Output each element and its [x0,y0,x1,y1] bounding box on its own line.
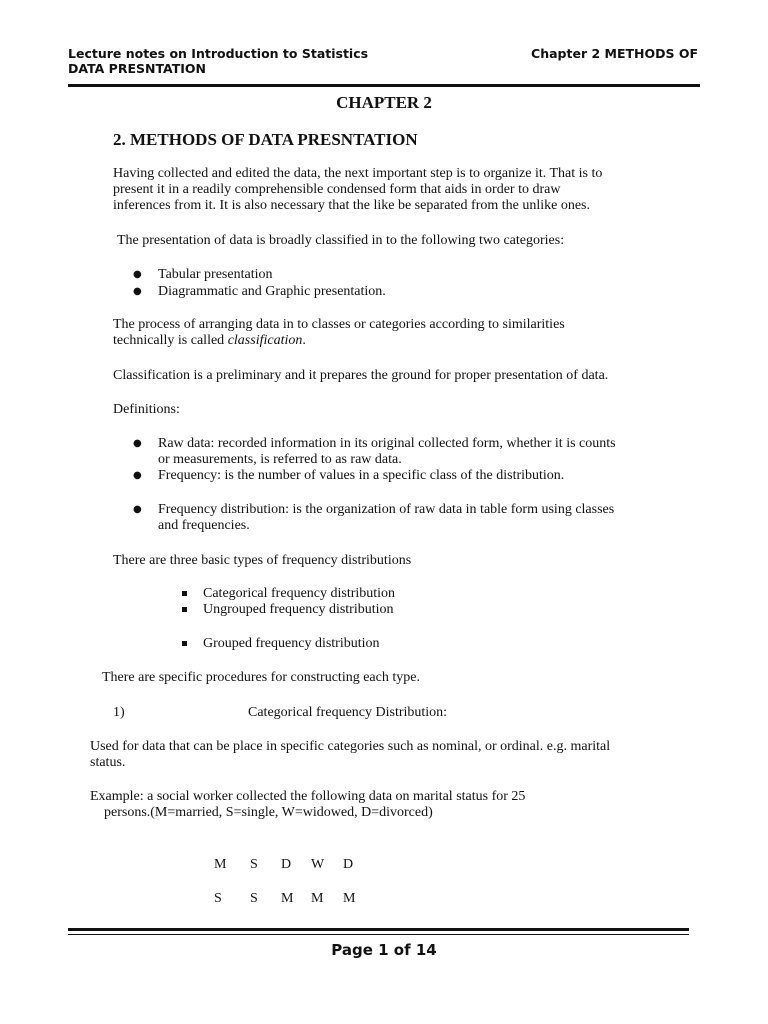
intro-line: Having collected and edited the data, the next important step is to organize it. That is to [113,166,603,181]
page-number: Page 1 of 14 [331,941,437,959]
header-chapter-label: Chapter 2 METHODS OF [531,46,698,61]
procedures-text: There are specific procedures for constructing each type. [102,670,420,685]
item-heading: Categorical frequency Distribution: [248,705,448,720]
data-cell: W [311,857,325,872]
bullet-icon: ● [133,438,142,449]
example-paragraph: Example: a social worker collected the following data on marital status for 25 persons.(M=married, S=single, W=widowed, D=divorced) [90,789,526,820]
preliminary-paragraph: Classification is a preliminary and it prepares the ground for proper presentation of data. [113,368,609,383]
definition-frequency: Frequency: is the number of values in a specific class of the distribution. [158,468,565,483]
category-item: Diagrammatic and Graphic presentation. [158,284,386,299]
type-item: Grouped frequency distribution [203,636,380,651]
item-number: 1) [113,705,125,720]
data-cell: D [281,857,292,872]
definition-raw-data: Raw data: recorded information in its original collected form, whether it is counts or measurements, is referred to as raw data. [158,436,616,467]
data-cell: M [281,891,294,906]
square-bullet-icon [182,607,187,612]
bullet-icon: ● [133,470,142,481]
header-course-title: Lecture notes on Introduction to Statistics [68,46,369,61]
data-cell: M [214,857,227,872]
data-cell: S [250,857,258,872]
intro-line: present it in a readily comprehensible condensed form that aids in order to draw [113,182,561,197]
type-item: Ungrouped frequency distribution [203,602,394,617]
types-intro: There are three basic types of frequency distributions [113,553,412,568]
bullet-icon: ● [133,269,142,280]
classification-paragraph [113,317,673,349]
data-cell: M [311,891,324,906]
chapter-heading: CHAPTER 2 [336,93,432,112]
classification-line: The process of arranging data in to classes or categories according to similarities [113,317,565,332]
header-topic: DATA PRESNTATION [68,61,206,76]
type-item: Categorical frequency distribution [203,586,396,601]
used-for-paragraph: Used for data that can be place in specific categories such as nominal, or ordinal. e.g. marital status. [90,739,611,770]
data-cell: M [343,891,356,906]
intro-paragraph [113,166,673,214]
header-rule [68,84,700,87]
running-header-left [68,46,428,76]
footer-rule-thick [68,928,689,931]
definitions-label: Definitions: [113,402,180,417]
definition-frequency-distribution: Frequency distribution: is the organization of raw data in table form using classes and frequencies. [158,502,615,533]
category-item: Tabular presentation [158,267,273,282]
square-bullet-icon [182,641,187,646]
bullet-icon: ● [133,504,142,515]
section-title: 2. METHODS OF DATA PRESNTATION [113,130,418,149]
data-cell: D [343,857,354,872]
classification-term: classification [227,333,303,348]
bullet-icon: ● [133,286,142,297]
intro-line: inferences from it. It is also necessary that the like be separated from the unlike ones. [113,198,590,213]
classification-line: technically is called classification. [113,333,306,348]
data-cell: S [214,891,222,906]
data-cell: S [250,891,258,906]
footer-rule-thin [68,934,689,935]
presentation-paragraph: The presentation of data is broadly classified in to the following two categories: [117,233,565,248]
square-bullet-icon [182,591,187,596]
